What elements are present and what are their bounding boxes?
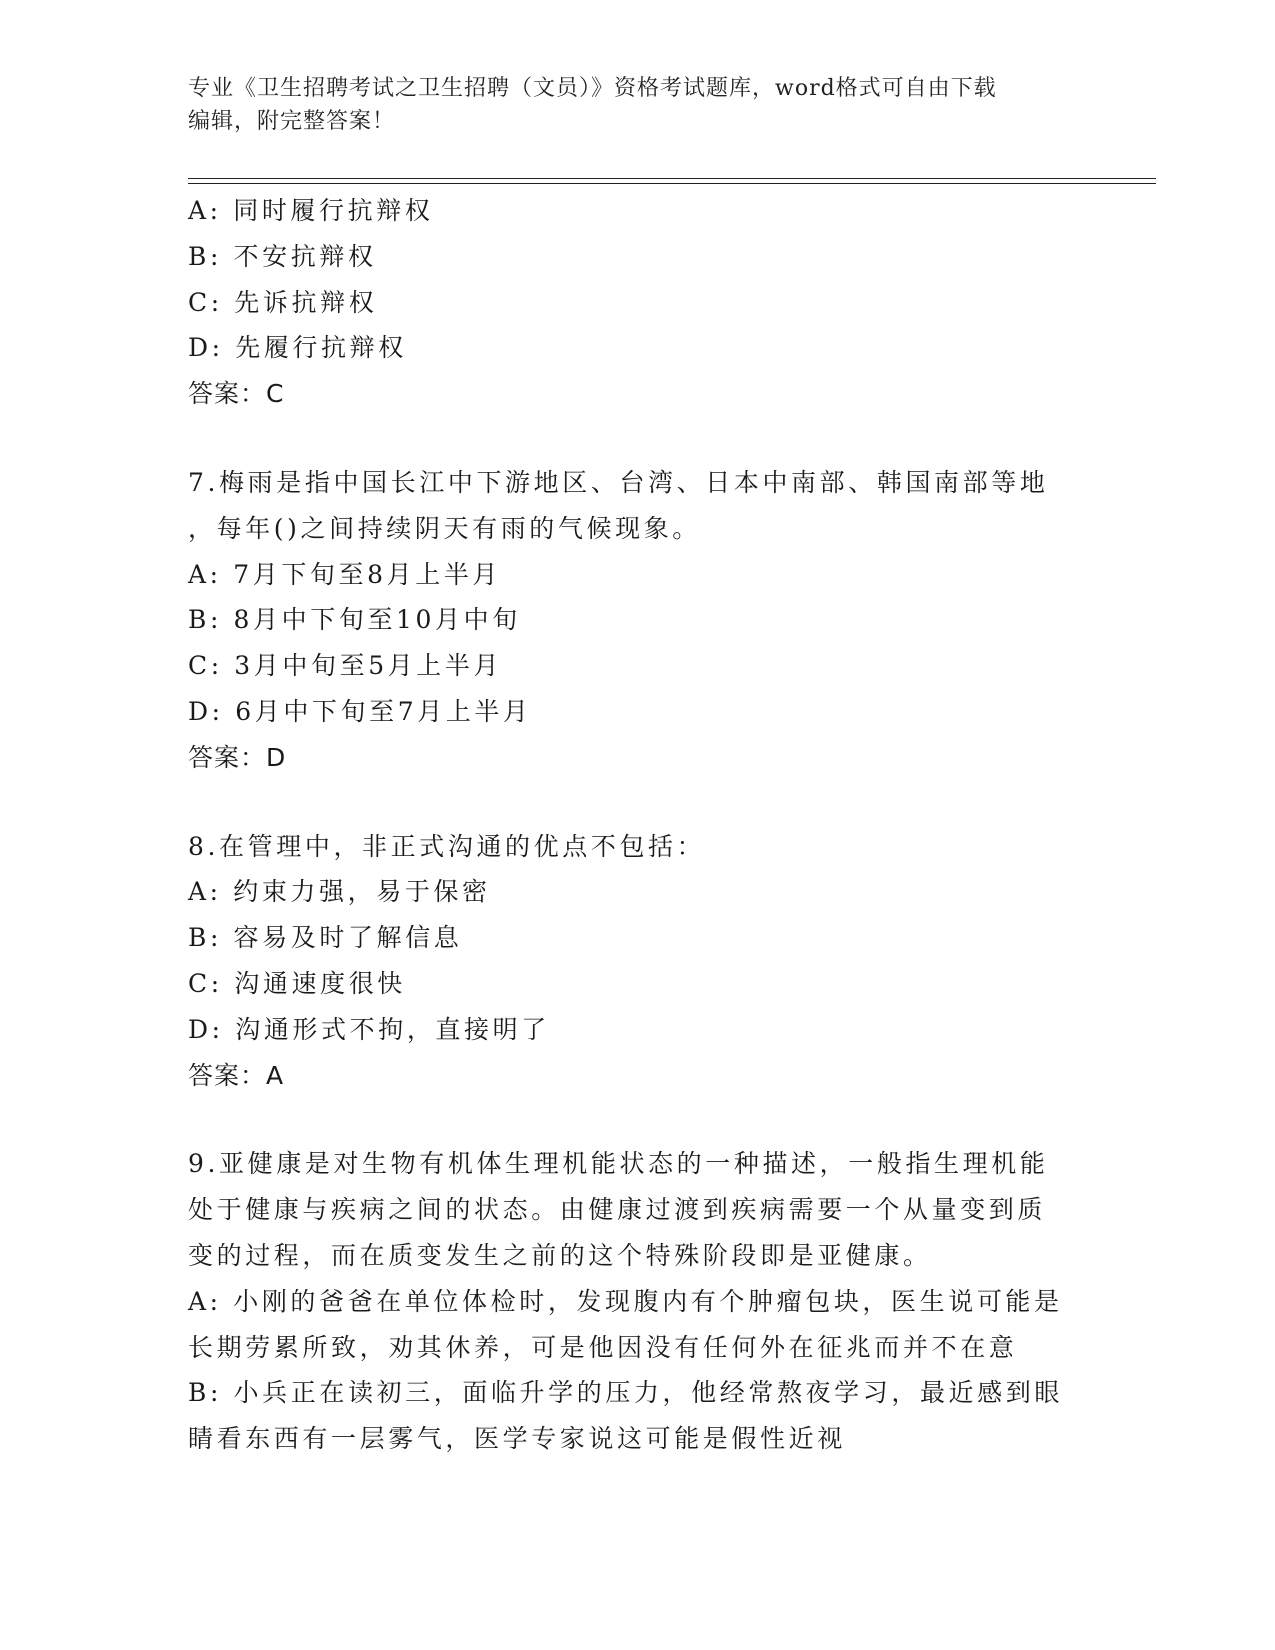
question-9	[188, 1141, 1088, 1462]
option-b: B: 不安抗辩权	[188, 241, 377, 271]
question-stem: 8.在管理中，非正式沟通的优点不包括：	[188, 831, 706, 861]
option-b: B: 小兵正在读初三，面临升学的压力，他经常熬夜学习，最近感到眼	[188, 1378, 1063, 1408]
option-a-continued: 长期劳累所致，劝其休养，可是他因没有任何外在征兆而并不在意	[188, 1332, 1018, 1362]
page-header	[188, 72, 1088, 138]
option-d: D: 沟通形式不拘，直接明了	[188, 1014, 550, 1044]
header-line-2: 编辑，附完整答案！	[188, 109, 396, 134]
option-c: C: 沟通速度很快	[188, 968, 406, 998]
option-a: A: 7月下旬至8月上半月	[188, 559, 502, 589]
question-stem: 7.梅雨是指中国长江中下游地区、台湾、日本中南部、韩国南部等地	[188, 467, 1049, 497]
question-7	[188, 460, 1088, 781]
header-rule-bottom	[188, 183, 1156, 184]
option-b: B: 8月中下旬至10月中旬	[188, 605, 521, 635]
option-b: B: 容易及时了解信息	[188, 923, 463, 953]
question-8	[188, 824, 1088, 1099]
option-d: D: 先履行抗辩权	[188, 333, 407, 363]
option-a: A: 同时履行抗辩权	[188, 196, 434, 225]
option-a: A: 约束力强，易于保密	[188, 877, 491, 907]
answer: 答案：C	[188, 379, 285, 409]
header-line-1: 专业《卫生招聘考试之卫生招聘（文员）》资格考试题库，word格式可自由下载	[188, 76, 997, 101]
question-list	[188, 188, 1088, 1462]
question-stem: 9.亚健康是对生物有机体生理机能状态的一种描述，一般指生理机能	[188, 1149, 1049, 1179]
answer: 答案：D	[188, 742, 287, 772]
option-c: C: 先诉抗辩权	[188, 287, 378, 317]
question-stem: 变的过程，而在质变发生之前的这个特殊阶段即是亚健康。	[188, 1240, 932, 1270]
option-c: C: 3月中旬至5月上半月	[188, 651, 503, 681]
question-stem: ，每年()之间持续阴天有雨的气候现象。	[188, 513, 701, 543]
header-rule-top	[188, 178, 1156, 179]
option-b-continued: 睛看东西有一层雾气，医学专家说这可能是假性近视	[188, 1424, 846, 1454]
question-stem: 处于健康与疾病之间的状态。由健康过渡到疾病需要一个从量变到质	[188, 1195, 1047, 1225]
option-d: D: 6月中下旬至7月上半月	[188, 696, 532, 726]
answer: 答案：A	[188, 1060, 285, 1090]
question-6	[188, 188, 1088, 417]
option-a: A: 小刚的爸爸在单位体检时，发现腹内有个肿瘤包块，医生说可能是	[188, 1286, 1063, 1316]
